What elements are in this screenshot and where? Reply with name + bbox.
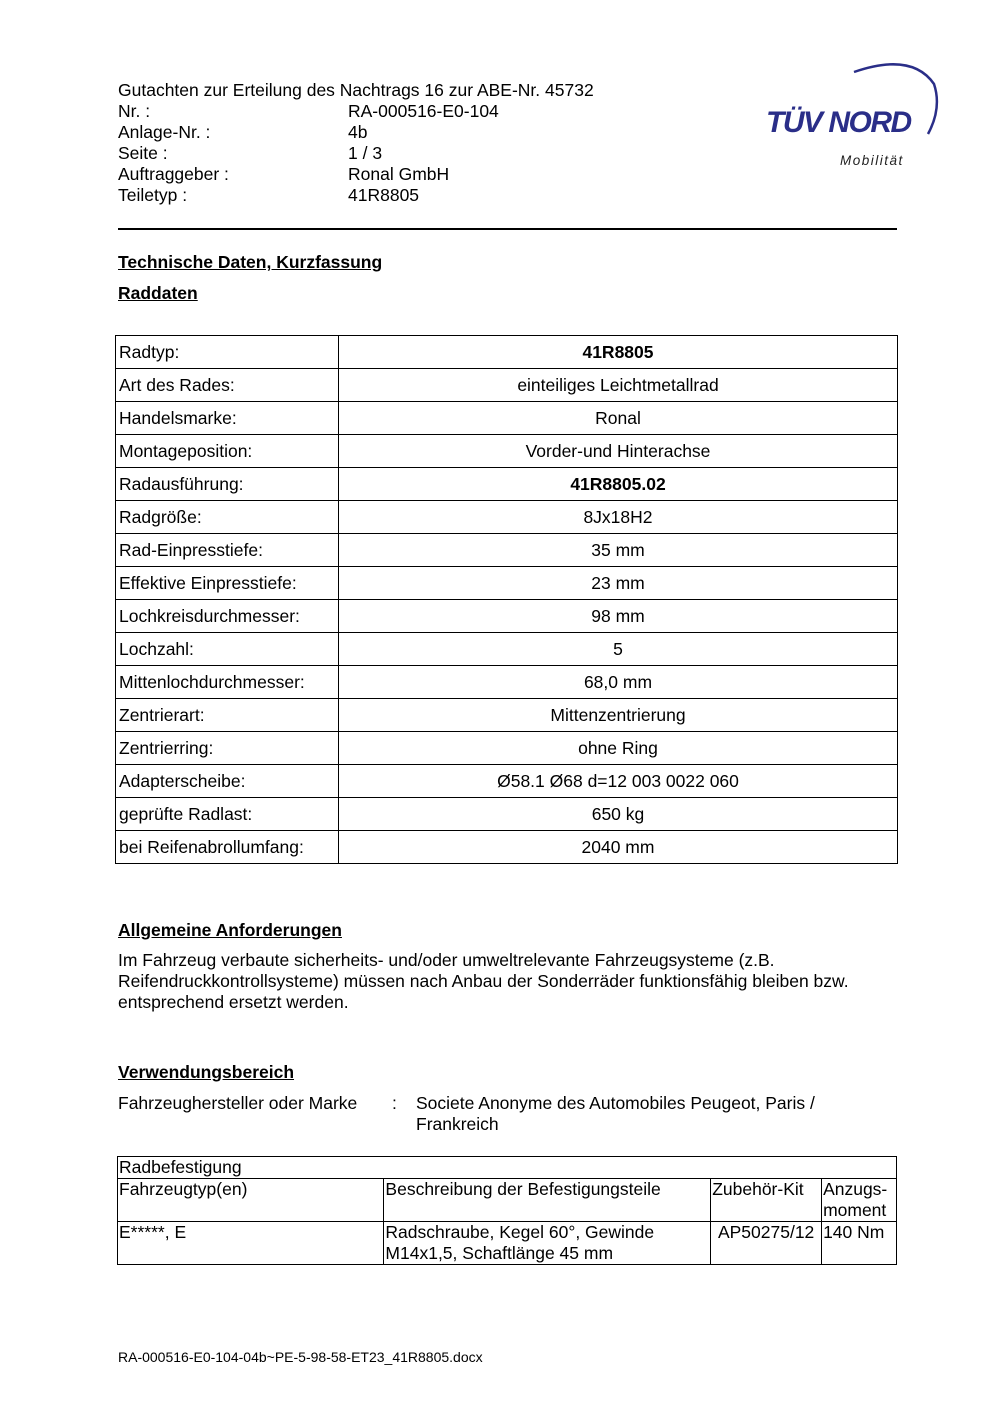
fixing-column-header: Beschreibung der Befestigungsteile (384, 1179, 711, 1222)
logo-brand: TÜV NORD (766, 106, 911, 139)
header-field (118, 143, 638, 164)
wheel-attribute-label: Radtyp: (116, 336, 339, 369)
table-row (116, 336, 898, 369)
manufacturer-colon: : (392, 1093, 397, 1113)
table-row (116, 435, 898, 468)
wheel-attribute-label: Art des Rades: (116, 369, 339, 402)
header-field-label: Seite : (118, 143, 168, 163)
document-title: Gutachten zur Erteilung des Nachtrags 16 zur ABE-Nr. 45732 (118, 80, 594, 100)
header-field-value: RA-000516-E0-104 (348, 101, 499, 121)
section-title-raddaten: Raddaten (118, 283, 198, 303)
wheel-attribute-label: Lochkreisdurchmesser: (116, 600, 339, 633)
table-row (116, 468, 898, 501)
table-row (116, 666, 898, 699)
wheel-attribute-value: Vorder-und Hinterachse (339, 435, 898, 468)
header-field (118, 122, 638, 143)
wheel-attribute-label: Radausführung: (116, 468, 339, 501)
footer-filename: RA-000516-E0-104-04b~PE-5-98-58-ET23_41R8805.docx (118, 1349, 483, 1365)
manufacturer-label: Fahrzeughersteller oder Marke (118, 1093, 358, 1113)
general-requirements-text: Im Fahrzeug verbaute sicherheits- und/oder umweltrelevante Fahrzeugsysteme (z.B. Reifendruckkontrollsysteme) müssen nach Anbau der Sonderräder funktionsfähig bleiben bzw. entsprechend ersetzt werden. (118, 950, 849, 1012)
header-field-value: 4b (348, 122, 368, 142)
fixing-table-title: Radbefestigung (118, 1157, 897, 1179)
wheel-attribute-value: 98 mm (339, 600, 898, 633)
header-field-label: Teiletyp : (118, 185, 188, 205)
wheel-attribute-value: Ø58.1 Ø68 d=12 003 0022 060 (339, 765, 898, 798)
logo-subtitle: Mobilität (840, 153, 904, 168)
table-row (116, 732, 898, 765)
fixing-column-header: Zubehör-Kit (711, 1179, 822, 1222)
header-field (118, 185, 638, 206)
header-field (118, 164, 638, 185)
wheel-attribute-value: 650 kg (339, 798, 898, 831)
wheel-attribute-value: 41R8805.02 (339, 468, 898, 501)
header-field (118, 101, 638, 122)
wheel-attribute-label: geprüfte Radlast: (116, 798, 339, 831)
table-row (116, 765, 898, 798)
wheel-attribute-label: Zentrierart: (116, 699, 339, 732)
wheel-attribute-label: Lochzahl: (116, 633, 339, 666)
wheel-attribute-value: 23 mm (339, 567, 898, 600)
wheel-data-table (115, 335, 898, 864)
header-field-value: 41R8805 (348, 185, 420, 205)
table-row (116, 699, 898, 732)
fixing-cell: AP50275/12 (711, 1222, 822, 1265)
wheel-attribute-label: Rad-Einpresstiefe: (116, 534, 339, 567)
table-row (116, 534, 898, 567)
header-field-label: Anlage-Nr. : (118, 122, 211, 142)
wheel-attribute-value: einteiliges Leichtmetallrad (339, 369, 898, 402)
wheel-attribute-label: Mittenlochdurchmesser: (116, 666, 339, 699)
table-row (116, 831, 898, 864)
table-row (116, 402, 898, 435)
table-row (116, 600, 898, 633)
wheel-attribute-label: Zentrierring: (116, 732, 339, 765)
wheel-attribute-value: 2040 mm (339, 831, 898, 864)
section-title-general: Allgemeine Anforderungen (118, 920, 342, 940)
header-field-label: Auftraggeber : (118, 164, 229, 184)
wheel-attribute-value: 5 (339, 633, 898, 666)
table-row (116, 567, 898, 600)
wheel-attribute-label: Handelsmarke: (116, 402, 339, 435)
header-divider (118, 228, 897, 230)
fixing-cell: 140 Nm (822, 1222, 897, 1265)
section-title-technical: Technische Daten, Kurzfassung (118, 252, 383, 272)
wheel-attribute-label: Adapterscheibe: (116, 765, 339, 798)
table-row (116, 633, 898, 666)
wheel-attribute-label: Radgröße: (116, 501, 339, 534)
wheel-attribute-label: Montageposition: (116, 435, 339, 468)
header-field-value: 1 / 3 (348, 143, 383, 163)
table-row (118, 1222, 897, 1265)
fixing-table-header-row (118, 1179, 897, 1222)
fixing-cell: Radschraube, Kegel 60°, Gewinde M14x1,5, Schaftlänge 45 mm (384, 1222, 711, 1265)
header-field-value: Ronal GmbH (348, 164, 450, 184)
wheel-attribute-value: Ronal (339, 402, 898, 435)
wheel-fixing-table (117, 1156, 897, 1265)
table-row (116, 798, 898, 831)
wheel-attribute-label: bei Reifenabrollumfang: (116, 831, 339, 864)
header-field-label: Nr. : (118, 101, 151, 121)
fixing-cell: E*****, E (118, 1222, 384, 1265)
wheel-attribute-value: 41R8805 (339, 336, 898, 369)
fixing-column-header: Fahrzeugtyp(en) (118, 1179, 384, 1222)
wheel-attribute-value: ohne Ring (339, 732, 898, 765)
wheel-attribute-value: 8Jx18H2 (339, 501, 898, 534)
wheel-attribute-label: Effektive Einpresstiefe: (116, 567, 339, 600)
wheel-attribute-value: 68,0 mm (339, 666, 898, 699)
table-row (116, 501, 898, 534)
tuv-nord-logo (762, 56, 942, 176)
manufacturer-value: Societe Anonyme des Automobiles Peugeot, Paris / Frankreich (416, 1093, 815, 1134)
wheel-attribute-value: Mittenzentrierung (339, 699, 898, 732)
table-row (116, 369, 898, 402)
wheel-attribute-value: 35 mm (339, 534, 898, 567)
fixing-column-header: Anzugs-moment (822, 1179, 897, 1222)
section-title-usage: Verwendungsbereich (118, 1062, 295, 1082)
